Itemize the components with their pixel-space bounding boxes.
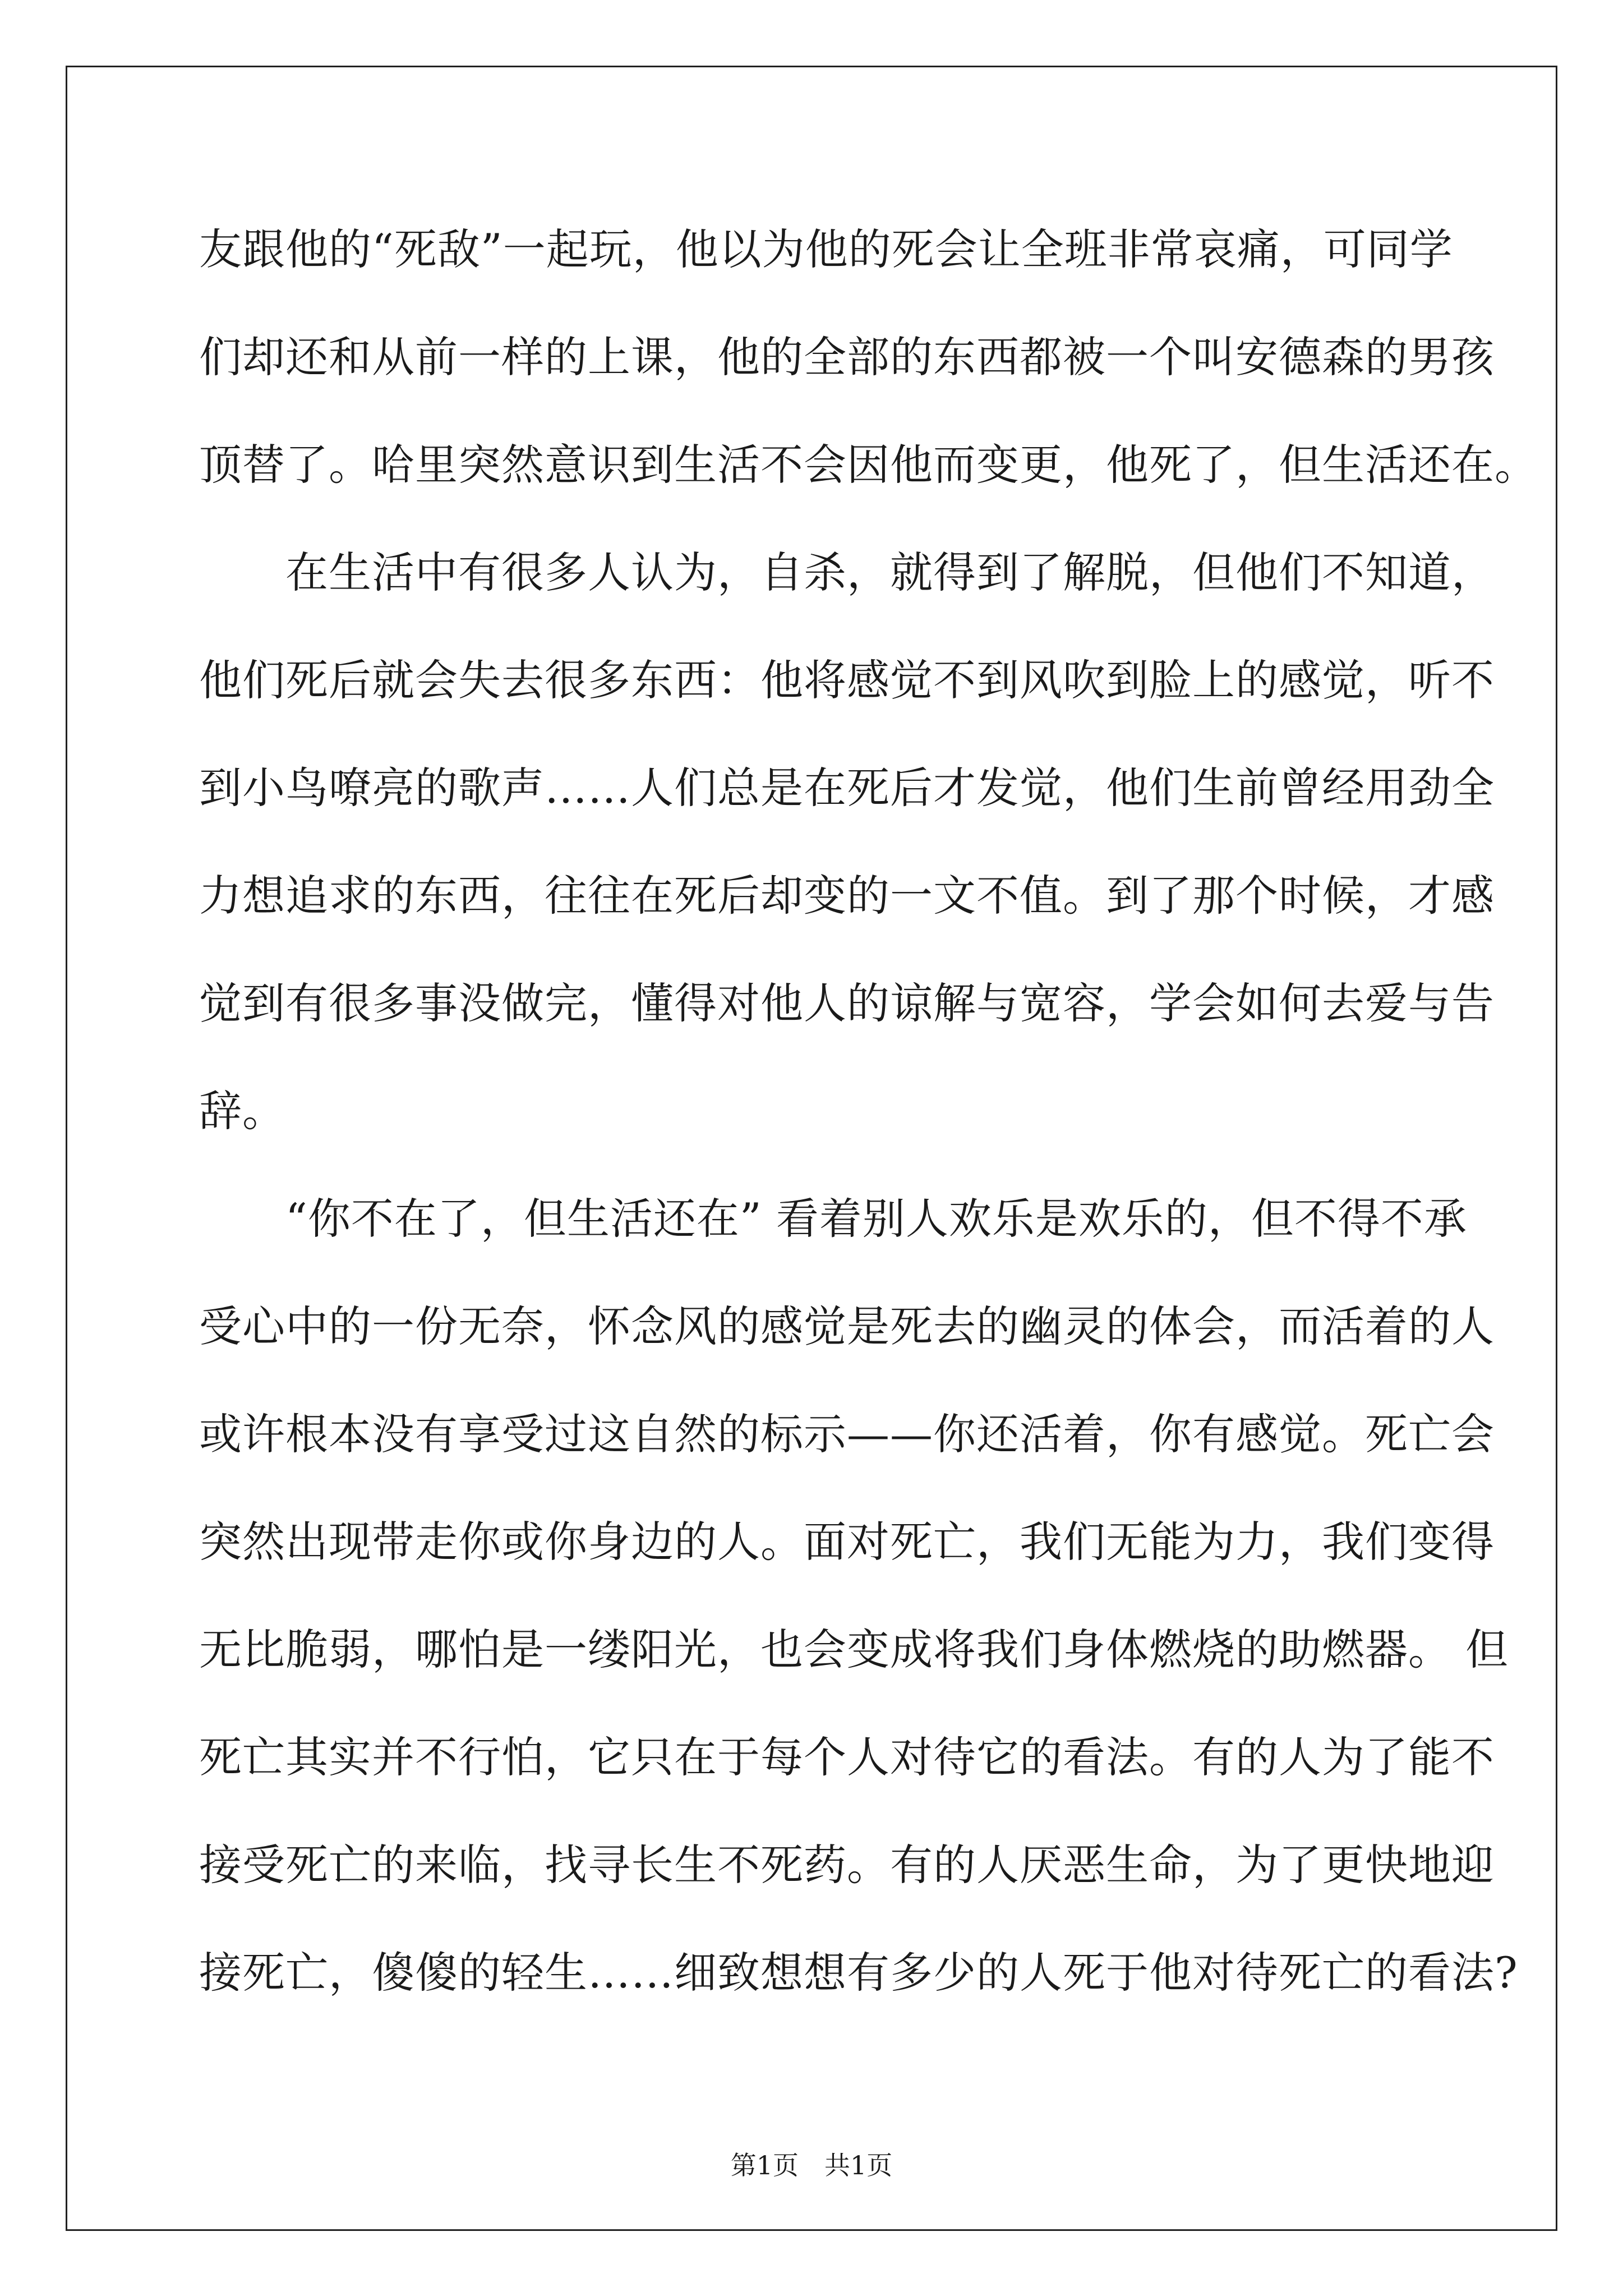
- text-line: 受心中的一份无奈，怀念风的感觉是死去的幽灵的体会，而活着的人: [199, 1301, 1495, 1351]
- text-line: 接受死亡的来临，找寻长生不死药。有的人厌恶生命，为了更快地迎: [199, 1840, 1495, 1890]
- paragraph-start-line: 在生活中有很多人认为，自杀，就得到了解脱，但他们不知道，: [199, 547, 1495, 597]
- text-line: 或许根本没有享受过这自然的标示——你还活着，你有感觉。死亡会: [199, 1409, 1495, 1459]
- text-line: 死亡其实并不行怕，它只在于每个人对待它的看法。有的人为了能不: [199, 1732, 1495, 1782]
- text-line: 们却还和从前一样的上课，他的全部的东西都被一个叫安德森的男孩: [199, 332, 1495, 382]
- text-line: 力想追求的东西，往往在死后却变的一文不值。到了那个时候，才感: [199, 871, 1495, 921]
- text-line: 无比脆弱，哪怕是一缕阳光，也会变成将我们身体燃烧的助燃器。 但: [199, 1625, 1509, 1674]
- page-number-footer: 第1页 共1页: [730, 2150, 893, 2180]
- text-line: 友跟他的“死敌”一起玩，他以为他的死会让全班非常哀痛，可同学: [199, 224, 1453, 274]
- text-line: 接死亡，傻傻的轻生……细致想想有多少的人死于他对待死亡的看法?: [199, 1948, 1518, 1998]
- document-body: [199, 216, 1538, 2047]
- text-line: 到小鸟嘹亮的歌声……人们总是在死后才发觉，他们生前曾经用劲全: [199, 763, 1495, 813]
- paragraph-start-line: “你不在了，但生活还在” 看着别人欢乐是欢乐的，但不得不承: [199, 1194, 1467, 1244]
- text-line: 他们死后就会失去很多东西：他将感觉不到风吹到脸上的感觉，听不: [199, 655, 1495, 705]
- text-line: 突然出现带走你或你身边的人。面对死亡，我们无能为力，我们变得: [199, 1517, 1495, 1567]
- text-line: 顶替了。哈里突然意识到生活不会因他而变更，他死了，但生活还在。: [199, 440, 1538, 490]
- text-line: 辞。: [199, 1086, 285, 1136]
- text-line: 觉到有很多事没做完，懂得对他人的谅解与宽容，学会如何去爱与告: [199, 978, 1495, 1028]
